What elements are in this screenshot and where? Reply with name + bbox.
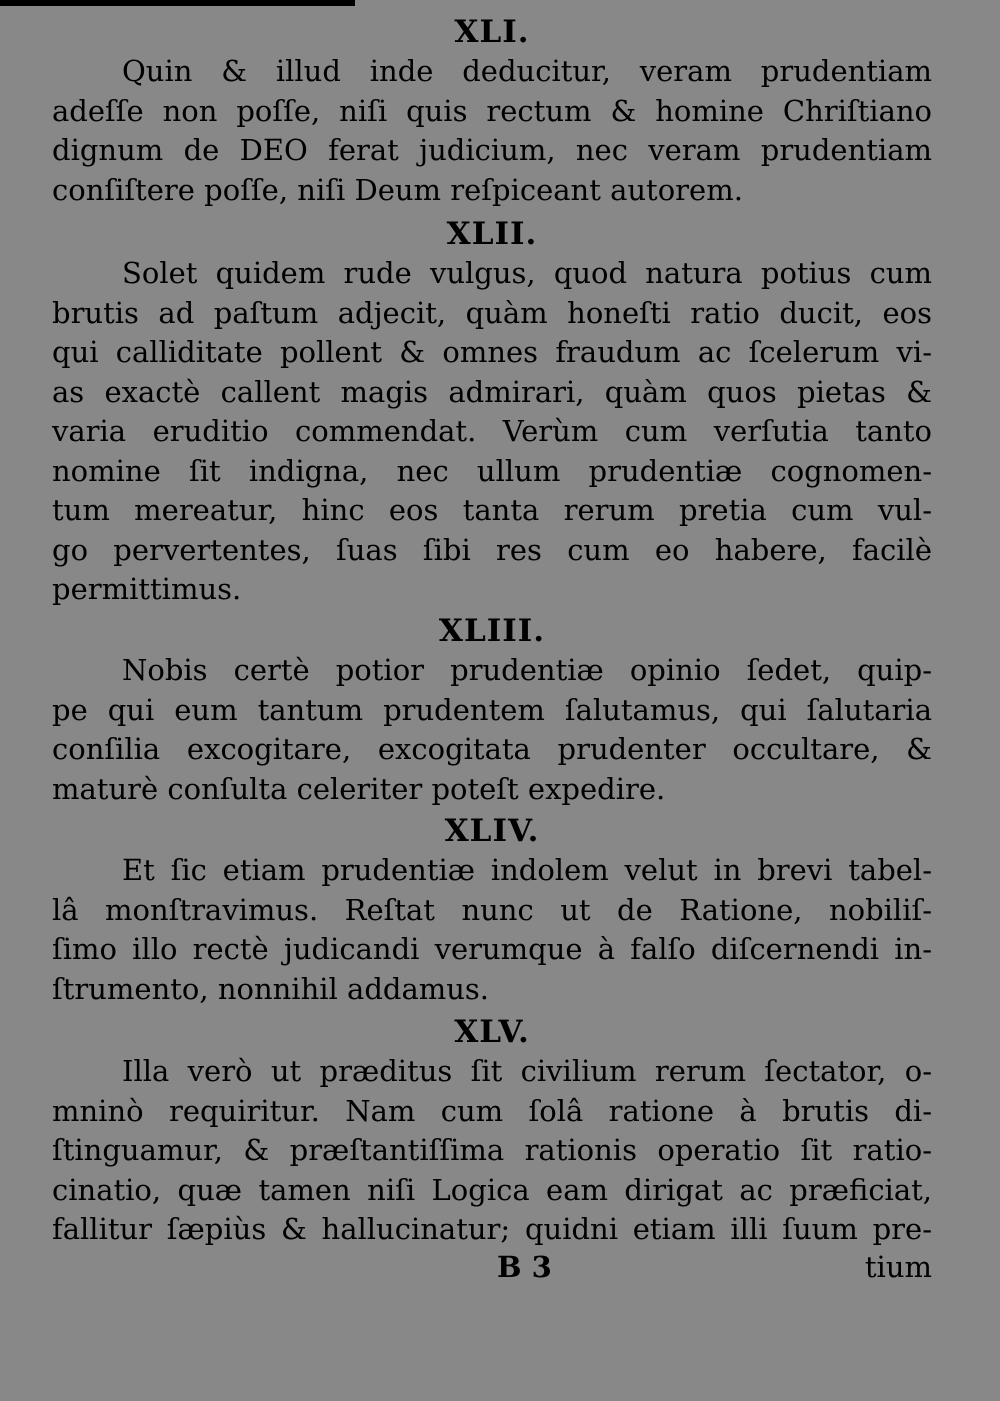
text-line: cinatio, quæ tamen niſi Logica eam dirigat ac præficiat, [52,1172,932,1207]
section-xliii [52,611,932,809]
text-line: brutis ad paſtum adjecit, quàm honeſti ratio ducit, eos [52,295,932,330]
text-line: dignum de DEO ferat judicium, nec veram prudentiam [52,133,932,167]
section-paragraph [52,651,932,809]
text-line: maturè conſulta celeriter poteſt expedire. [52,771,666,806]
section-numeral: XLIII. [438,613,546,649]
text-line: tum mereatur, hinc eos tanta rerum pretia cum vul- [52,493,932,527]
text-line: nomine ſit indigna, nec ullum prudentiæ cognomen- [52,453,932,488]
text-line: varia eruditio commendat. Verùm cum verſutia tanto [52,414,932,448]
text-line: Solet quidem rude vulgus, quod natura potius cum [122,256,932,290]
section-numeral: XLIV. [444,813,540,849]
signature-mark: B 3 [497,1250,552,1284]
top-rule [0,0,355,6]
text-line: adeſſe non poſſe, niſi quis rectum & homine Chriſtiano [52,93,932,128]
section-paragraph [52,1052,932,1250]
text-line: Et ſic etiam prudentiæ indolem velut in brevi tabel- [122,853,932,887]
section-xliv [52,811,932,1009]
text-line: qui calliditate pollent & omnes fraudum ac ſcelerum vi- [52,335,932,369]
section-xli [52,12,932,210]
text-line: conſilia excogitare, excogitata prudenter occultare, & [52,732,932,766]
text-line: ſimo illo rectè judicandi verumque à falſo diſcernendi in- [52,932,932,966]
text-line: pe qui eum tantum prudentem ſalutamus, qui ſalutaria [52,692,932,727]
text-line: Illa verò ut præditus ſit civilium rerum ſectator, o- [122,1054,932,1088]
section-xlii [52,214,932,610]
section-paragraph [52,851,932,1009]
text-line: permittimus. [52,572,242,606]
section-numeral: XLV. [454,1014,530,1050]
text-line: lâ monſtravimus. Reſtat nunc ut de Ratione, nobiliſ- [52,892,932,927]
section-paragraph [52,254,932,610]
text-line: Quin & illud inde deducitur, veram prudentiam [122,54,932,88]
text-line: as exactè callent magis admirari, quàm quos pietas & [52,374,932,409]
section-numeral: XLII. [446,216,538,252]
text-line: ſtinguamur, & præſtantiſſima rationis operatio ſit ratio- [52,1133,932,1167]
text-line: conſiſtere poſſe, niſi Deum reſpiceant autorem. [52,172,743,207]
text-line: ſtrumento, nonnihil addamus. [52,971,490,1006]
text-line: Nobis certè potior prudentiæ opinio ſedet, quip- [122,653,932,687]
page-footer [52,1250,932,1290]
section-numeral: XLI. [454,14,530,50]
text-line: fallitur ſæpiùs & hallucinatur; quidni etiam illi ſuum pre- [52,1212,932,1246]
section-paragraph [52,52,932,210]
text-line: mninò requiritur. Nam cum ſolâ ratione à brutis di- [52,1093,932,1128]
catchword: tium [864,1250,932,1284]
section-xlv [52,1012,932,1250]
text-line: go pervertentes, ſuas ſibi res cum eo habere, facilè [52,532,932,567]
